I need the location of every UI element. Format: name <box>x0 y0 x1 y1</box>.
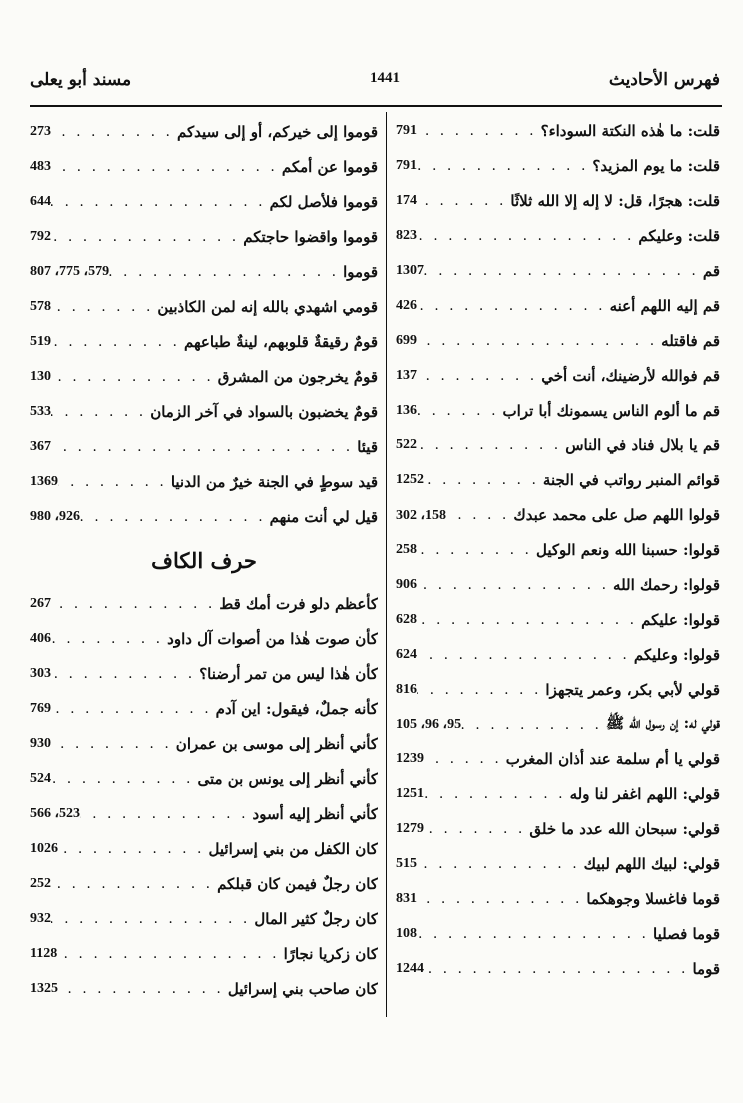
leader-dots <box>424 961 692 977</box>
leader-dots <box>424 786 570 802</box>
entry-pages: 831 <box>396 891 417 907</box>
entry-pages: 519 <box>30 333 51 349</box>
page-header <box>30 66 720 96</box>
entry-text: قولوا: حسبنا الله ونعم الوكيل <box>535 541 720 560</box>
entry-pages: 791 <box>396 158 417 174</box>
entry-pages: 932 <box>30 910 51 926</box>
entry-text: قلت: ما يوم المزيد؟ <box>592 157 720 176</box>
entry-text: قولوا: وعليكم <box>633 645 720 664</box>
entry-text: قم يا بلال فناد في الناس <box>565 436 720 455</box>
leader-dots <box>417 333 661 349</box>
leader-dots <box>51 666 199 682</box>
leader-dots <box>417 298 610 314</box>
leader-dots <box>51 404 150 420</box>
entry-text: كان رجلٌ فيمن كان قبلكم <box>217 874 378 893</box>
leader-dots <box>417 612 641 628</box>
entry-text: كان صاحب بني إسرائيل <box>227 979 378 998</box>
entry-pages: 158، 302 <box>396 507 447 523</box>
leader-dots <box>51 701 216 717</box>
index-entry <box>396 602 720 637</box>
index-entry <box>396 812 720 847</box>
column-divider <box>386 112 387 1017</box>
leader-dots <box>446 507 513 523</box>
leader-dots <box>417 891 586 907</box>
entry-text: قلت: هجرًا، قل: لا إله إلا الله ثلاثًا <box>510 192 720 211</box>
entry-pages: 823 <box>396 228 417 244</box>
entry-pages: 515 <box>396 856 417 872</box>
index-entry <box>30 464 378 499</box>
entry-pages: 1251 <box>396 786 424 802</box>
leader-dots <box>424 472 543 488</box>
entry-text: قم <box>702 262 720 280</box>
left-column-bottom <box>30 586 378 1006</box>
entry-pages: 137 <box>396 367 417 383</box>
index-entry <box>396 847 720 882</box>
entry-pages: 174 <box>396 193 417 209</box>
leader-dots <box>51 736 176 752</box>
book-title: مسند أبو يعلى <box>30 70 132 90</box>
entry-text: قولوا اللهم صل على محمد عبدك <box>513 506 720 525</box>
entry-pages: 426 <box>396 297 417 313</box>
entry-text: قيد سوطٍ في الجنة خيرٌ من الدنيا <box>170 472 378 491</box>
entry-pages: 1307 <box>396 263 424 278</box>
entry-pages: 252 <box>30 875 51 891</box>
index-entry <box>30 796 378 831</box>
leader-dots <box>424 821 529 837</box>
entry-text: كأني أنظر إلى موسى بن عمران <box>175 734 378 753</box>
entry-pages: 367 <box>30 438 51 454</box>
entry-text: كأني أنظر إلى يونس بن متى <box>197 769 378 788</box>
leader-dots <box>424 263 703 279</box>
leader-dots <box>109 264 343 280</box>
index-entry <box>396 463 720 498</box>
entry-text: قولي: لبيك اللهم لبيك <box>583 855 720 874</box>
leader-dots <box>417 577 613 593</box>
index-entry <box>30 289 378 324</box>
entry-pages: 483 <box>30 158 51 174</box>
entry-pages: 533 <box>30 403 51 419</box>
entry-pages: 524 <box>30 770 51 786</box>
index-title: فهرس الأحاديث <box>608 70 720 90</box>
entry-pages: 1244 <box>396 960 424 976</box>
entry-pages: 303 <box>30 665 51 681</box>
index-entry <box>396 637 720 672</box>
entry-text: قومٌ رقيقةٌ قلوبهم، لينةٌ طباعهم <box>183 332 378 351</box>
entry-text: كان زكريا نجارًا <box>283 944 378 963</box>
entry-pages: 930 <box>30 735 51 751</box>
entry-pages: 1252 <box>396 472 424 488</box>
entry-pages: 108 <box>396 925 417 941</box>
entry-pages: 267 <box>30 595 51 611</box>
entry-text: قم ما ألوم الناس يسمونك أبا تراب <box>502 401 720 420</box>
leader-dots <box>417 403 503 419</box>
entry-pages: 136 <box>396 402 417 418</box>
entry-text: كأنه جملٌ، فيقول: اين آدم <box>215 699 378 718</box>
entry-pages: 791 <box>396 123 417 139</box>
leader-dots <box>417 926 653 942</box>
leader-dots <box>417 193 510 209</box>
right-column <box>396 114 720 986</box>
index-entry <box>396 777 720 812</box>
entry-text: قومٌ يخضبون بالسواد في آخر الزمان <box>150 402 378 421</box>
entry-pages: 579، 775، 807 <box>30 264 110 279</box>
index-entry <box>396 323 720 358</box>
leader-dots <box>80 509 270 525</box>
index-entry <box>396 288 720 323</box>
entry-text: قوما فاغسلا وجوهكما <box>586 890 720 909</box>
entry-pages: 523، 566 <box>30 806 81 821</box>
entry-pages: 578 <box>30 298 51 314</box>
index-entry <box>30 621 378 656</box>
index-entry <box>30 691 378 726</box>
entry-text: كأني أنظر إليه أسود <box>252 804 378 823</box>
index-entry <box>30 429 378 464</box>
entry-pages: 769 <box>30 700 51 716</box>
index-entry <box>30 149 378 184</box>
entry-text: قولي له: إن رسول الله ﷺ <box>605 713 720 732</box>
leader-dots <box>51 876 217 892</box>
leader-dots <box>58 841 209 857</box>
index-entry <box>30 656 378 691</box>
entry-pages: 1325 <box>30 980 58 996</box>
index-entry <box>30 499 378 534</box>
index-entry <box>30 586 378 621</box>
entry-pages: 406 <box>30 630 51 646</box>
leader-dots <box>417 682 545 698</box>
index-entry <box>30 936 378 971</box>
leader-dots <box>51 159 282 175</box>
leader-dots <box>51 229 243 245</box>
entry-text: قوموا إلى خيركم، أو إلى سيدكم <box>176 122 378 141</box>
index-entry <box>396 428 720 463</box>
index-entry <box>30 359 378 394</box>
leader-dots <box>57 946 283 962</box>
index-entry <box>396 742 720 777</box>
index-entry <box>30 394 378 429</box>
left-column <box>30 114 378 1006</box>
leader-dots <box>417 856 584 872</box>
index-entry <box>396 498 720 533</box>
section-title: حرف الكاف <box>151 547 257 573</box>
index-entry <box>30 254 378 289</box>
leader-dots <box>417 437 565 453</box>
entry-pages: 1369 <box>30 473 58 489</box>
entry-text: قولي: اللهم اغفر لنا وله <box>569 785 720 804</box>
leader-dots <box>461 717 606 733</box>
index-entry <box>30 184 378 219</box>
leader-dots <box>417 542 536 558</box>
entry-text: قم فوالله لأرضينك، أنت أخي <box>541 366 720 385</box>
entry-text: كأعظم دلو فرت أمك قط <box>219 594 378 613</box>
index-entry <box>396 393 720 428</box>
entry-text: كان الكفل من بني إسرائيل <box>208 839 378 858</box>
entry-text: كأن هٰذا ليس من تمر أرضنا؟ <box>199 664 378 683</box>
index-entry <box>30 831 378 866</box>
entry-text: قولي لأبي بكر، وعمر يتجهزا <box>545 680 720 699</box>
leader-dots <box>417 123 541 139</box>
entry-text: قولي: سبحان الله عدد ما خلق <box>529 820 720 839</box>
entry-text: قومي اشهدي بالله إنه لمن الكاذبين <box>157 297 378 316</box>
entry-pages: 273 <box>30 123 51 139</box>
entry-pages: 644 <box>30 193 51 209</box>
index-entry <box>396 672 720 707</box>
left-column-top <box>30 114 378 534</box>
index-entry <box>30 114 378 149</box>
entry-text: قوموا <box>343 262 378 281</box>
header-rule <box>30 105 722 107</box>
index-entry <box>396 533 720 568</box>
entry-pages: 522 <box>396 437 417 453</box>
index-entry <box>30 761 378 796</box>
leader-dots <box>51 299 157 315</box>
leader-dots <box>51 124 177 140</box>
entry-pages: 258 <box>396 542 417 558</box>
leader-dots <box>51 439 357 455</box>
entry-pages: 1128 <box>30 945 58 961</box>
leader-dots <box>51 911 254 927</box>
entry-pages: 816 <box>396 681 417 697</box>
entry-pages: 792 <box>30 228 51 244</box>
index-entry <box>396 358 720 393</box>
entry-text: كان رجلٌ كثير المال <box>254 909 378 928</box>
leader-dots <box>51 369 218 385</box>
entry-pages: 628 <box>396 611 417 627</box>
leader-dots <box>417 158 592 174</box>
leader-dots <box>51 596 219 612</box>
entry-pages: 130 <box>30 368 51 384</box>
entry-pages: 906 <box>396 577 417 593</box>
leader-dots <box>51 194 270 210</box>
index-entry <box>30 971 378 1006</box>
entry-text: قومٌ يخرجون من المشرق <box>217 367 378 386</box>
index-entry <box>396 568 720 603</box>
entry-pages: 624 <box>396 646 417 662</box>
entry-text: قوما فصليا <box>653 924 720 943</box>
entry-text: قم إليه اللهم أعنه <box>609 296 720 315</box>
index-entry <box>396 149 720 184</box>
index-entry <box>30 324 378 359</box>
entry-text: قولوا: عليكم <box>641 610 720 629</box>
entry-text: قوموا واقضوا حاجتكم <box>243 227 378 246</box>
entry-pages: 926، 980 <box>30 509 81 524</box>
leader-dots <box>51 334 184 350</box>
index-entry <box>30 901 378 936</box>
leader-dots <box>58 474 171 490</box>
entry-text: قوموا عن أمكم <box>281 157 378 176</box>
index-entry <box>30 866 378 901</box>
leader-dots <box>58 981 228 997</box>
entry-text: قيل لي أنت منهم <box>269 507 378 526</box>
index-entry <box>396 114 720 149</box>
index-entry <box>396 882 720 917</box>
entry-pages: 699 <box>396 332 417 348</box>
leader-dots <box>417 228 638 244</box>
index-entry <box>30 726 378 761</box>
entry-text: قولوا: رحمك الله <box>613 576 720 595</box>
entry-text: قوائم المنبر رواتب في الجنة <box>542 471 720 490</box>
entry-text: قولي يا أم سلمة عند أذان المغرب <box>505 750 720 769</box>
index-entry <box>396 707 720 742</box>
entry-pages: 1239 <box>396 751 424 767</box>
leader-dots <box>417 647 634 663</box>
leader-dots <box>424 751 506 767</box>
index-entry <box>30 219 378 254</box>
entry-pages: 1279 <box>396 821 424 837</box>
leader-dots <box>80 806 253 822</box>
entry-text: قلت: ما هٰذه النكتة السوداء؟ <box>540 122 720 141</box>
leader-dots <box>51 771 197 787</box>
entry-text: قلت: وعليكم <box>638 227 720 246</box>
entry-pages: 95، 96، 105 <box>396 717 462 733</box>
index-entry <box>396 219 720 254</box>
leader-dots <box>417 368 541 384</box>
index-entry <box>396 916 720 951</box>
entry-text: قم فاقتله <box>661 331 720 350</box>
page-number: 1441 <box>370 70 400 86</box>
index-entry <box>396 184 720 219</box>
entry-text: كأن صوت هٰذا من أصوات آل داود <box>167 629 378 648</box>
leader-dots <box>51 631 167 647</box>
index-entry <box>396 254 720 289</box>
entry-pages: 1026 <box>30 840 58 856</box>
entry-text: قوما <box>692 959 720 978</box>
entry-text: قيئا <box>357 437 378 456</box>
entry-text: قوموا فلأصل لكم <box>269 192 378 211</box>
index-entry <box>396 951 720 986</box>
